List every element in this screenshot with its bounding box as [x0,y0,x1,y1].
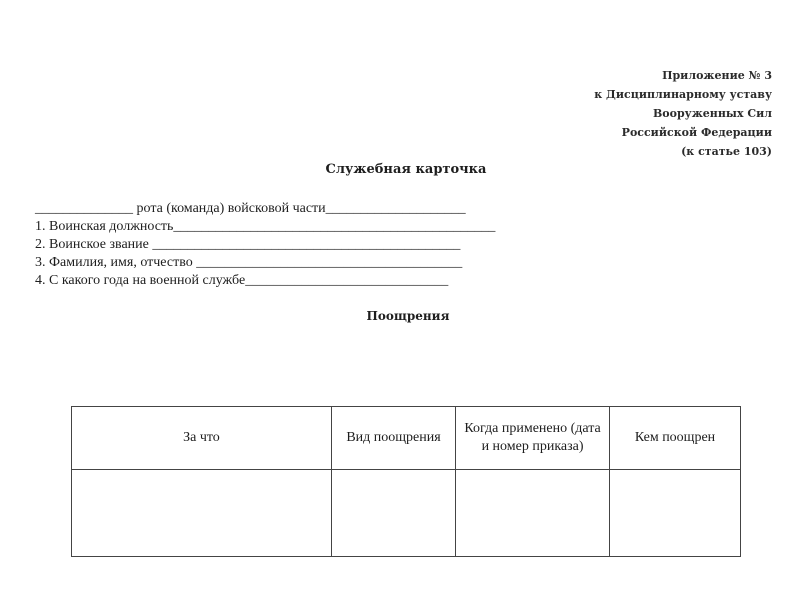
document-title: Служебная карточка [325,162,487,177]
awards-section-title: Поощрения [366,309,450,323]
awards-table [71,406,741,557]
appendix-line: (к статье 103) [681,145,772,158]
field-full-name: 3. Фамилия, имя, отчество ______________________________________ [35,255,463,270]
header-award-type: Вид поощрения [331,407,455,470]
header-reason: За что [72,407,332,470]
table-header-row [72,407,741,470]
table-cell [456,470,610,557]
header-awarded-by: Кем поощрен [609,407,740,470]
appendix-reference [594,66,772,161]
table-row [72,470,741,557]
appendix-line: Вооруженных Сил [653,107,772,120]
field-company-unit: ______________ рота (команда) войсковой части____________________ [35,201,466,216]
field-position: 1. Воинская должность______________________________________________ [35,219,496,234]
card-fields [35,200,495,290]
appendix-line: Российской Федерации [621,126,772,139]
table-cell [72,470,332,557]
field-rank: 2. Воинское звание ____________________________________________ [35,237,461,252]
table-cell [331,470,455,557]
header-date-order [456,407,610,470]
field-service-start-year: 4. С какого года на военной службе_____________________________ [35,273,449,288]
table-cell [609,470,740,557]
header-date-order-text: Когда применено (дата и номер приказа) [464,421,601,454]
appendix-line: Приложение № 3 [662,69,772,82]
appendix-line: к Дисциплинарному уставу [594,88,772,101]
